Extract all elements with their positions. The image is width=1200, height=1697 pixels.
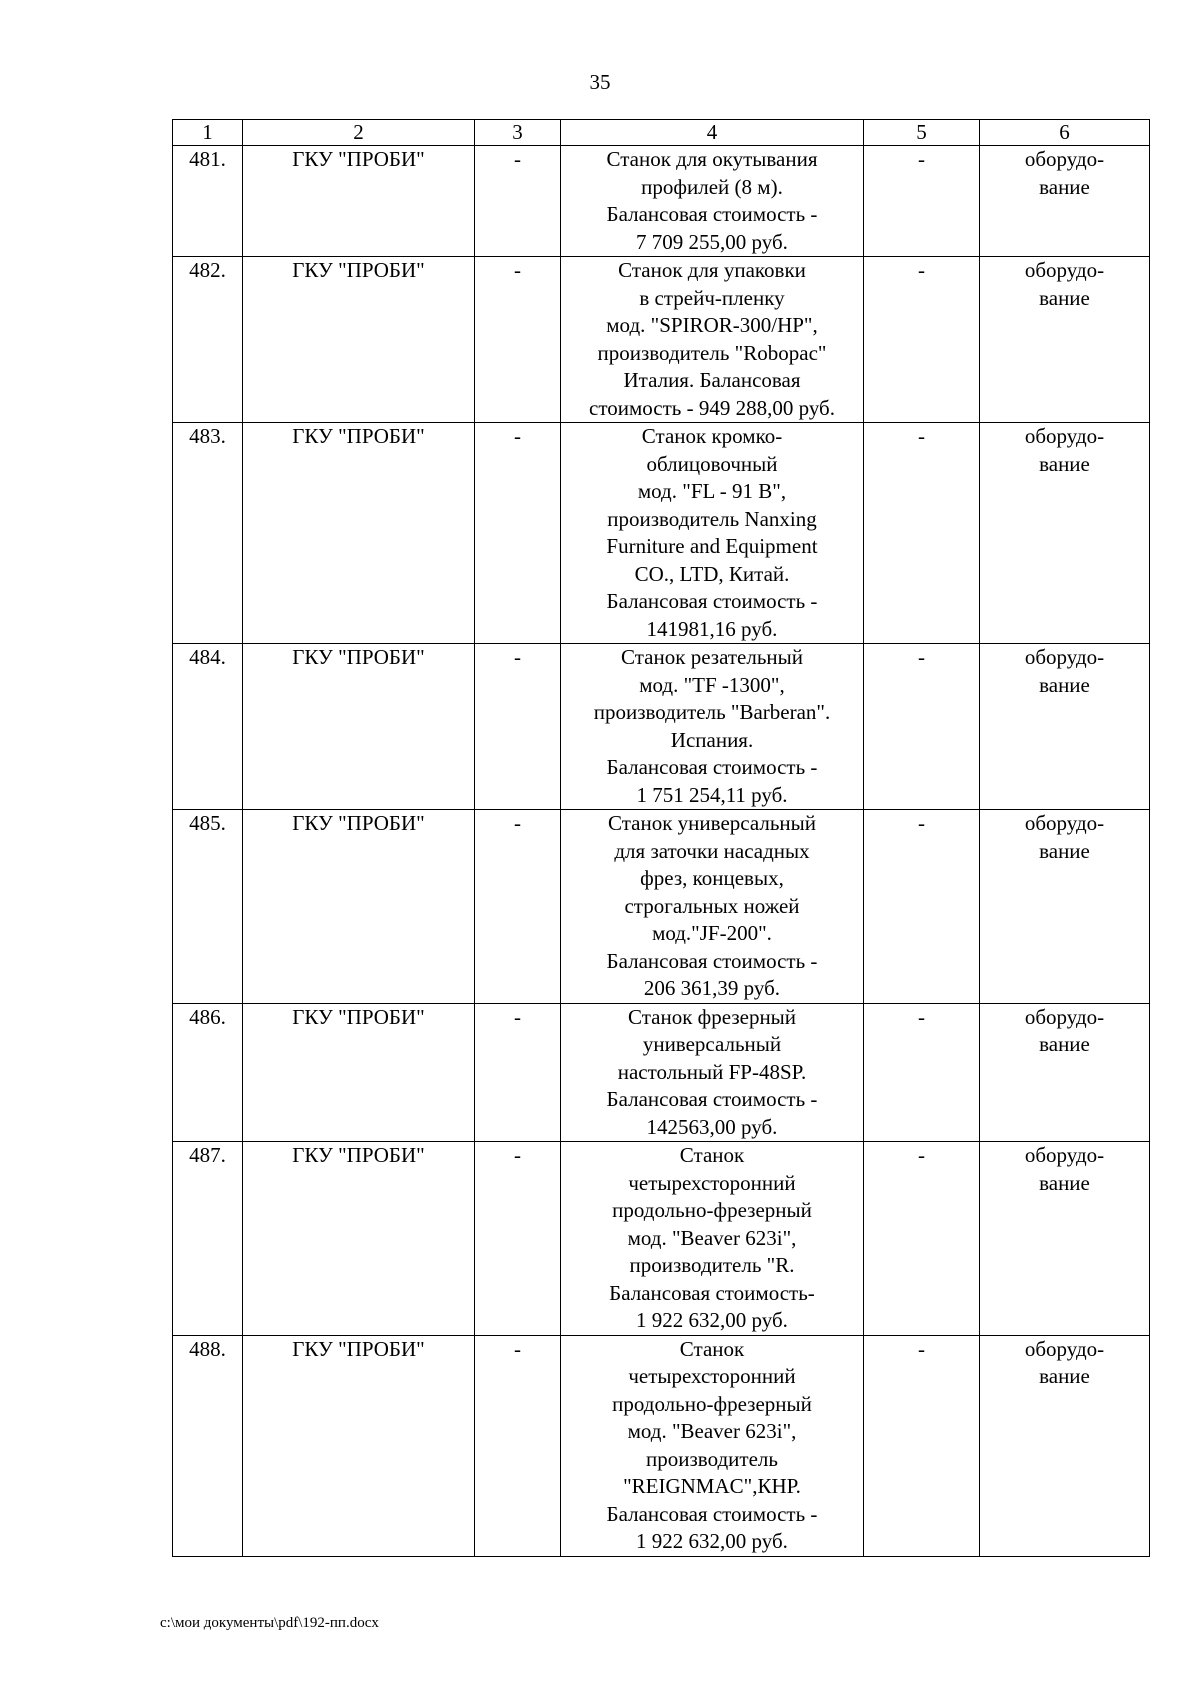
column-header: 5: [864, 120, 980, 146]
cell-col5: -: [864, 1142, 980, 1336]
description-line: мод. "SPIROR-300/HP",: [606, 313, 818, 337]
cell-col3: -: [475, 1003, 561, 1142]
registry-table: [172, 119, 1150, 1557]
cell-col3: -: [475, 644, 561, 810]
row-number: 486.: [173, 1003, 243, 1142]
footer-file-path: c:\мои документы\pdf\192-пп.docx: [160, 1615, 379, 1631]
kind-line: вание: [1039, 1032, 1090, 1056]
description-line: производитель "Barberan".: [593, 700, 831, 724]
kind-line: оборудо-: [1024, 811, 1105, 835]
description-line: Балансовая стоимость -: [606, 202, 818, 226]
property-kind: [980, 423, 1150, 644]
kind-line: вание: [1039, 838, 1090, 863]
property-kind: [980, 1335, 1150, 1556]
description-line: производитель "R.: [629, 1253, 795, 1277]
description-line: производитель "Robopac": [597, 340, 827, 365]
description-line: 141981,16 руб.: [646, 616, 778, 641]
cell-col5: -: [864, 146, 980, 257]
property-kind: [980, 1142, 1150, 1336]
description-line: Италия. Балансовая: [623, 368, 801, 392]
description-line: Станок для окутывания: [606, 147, 818, 171]
description-line: четырехсторонний: [628, 1364, 796, 1388]
description-line: профилей (8 м).: [641, 174, 783, 199]
property-description: [561, 810, 864, 1004]
kind-line: оборудо-: [1024, 645, 1105, 669]
column-header: 4: [561, 120, 864, 146]
description-line: 1 751 254,11 руб.: [636, 782, 788, 807]
description-line: Станок универсальный: [608, 811, 816, 835]
cell-col3: -: [475, 423, 561, 644]
row-number: 487.: [173, 1142, 243, 1336]
holder-name: ГКУ "ПРОБИ": [243, 1142, 475, 1336]
holder-name: ГКУ "ПРОБИ": [243, 1003, 475, 1142]
description-line: 1 922 632,00 руб.: [636, 1308, 788, 1332]
kind-line: оборудо-: [1024, 1336, 1105, 1361]
kind-line: вание: [1039, 451, 1090, 476]
kind-line: вание: [1039, 672, 1090, 697]
column-header: 2: [243, 120, 475, 146]
kind-line: оборудо-: [1024, 1004, 1105, 1029]
table-row: [173, 644, 1150, 810]
kind-line: оборудо-: [1024, 424, 1105, 448]
description-line: стоимость - 949 288,00 руб.: [589, 395, 835, 420]
cell-col5: -: [864, 1335, 980, 1556]
kind-line: вание: [1039, 285, 1090, 310]
holder-name: ГКУ "ПРОБИ": [243, 810, 475, 1004]
description-line: мод. "Beaver 623i",: [627, 1225, 797, 1250]
property-description: [561, 1142, 864, 1336]
property-kind: [980, 1003, 1150, 1142]
description-line: Furniture and Equipment: [606, 534, 818, 558]
property-kind: [980, 810, 1150, 1004]
description-line: 1 922 632,00 руб.: [636, 1529, 788, 1553]
kind-line: вание: [1039, 1170, 1090, 1195]
description-line: Станок: [679, 1143, 745, 1167]
kind-line: вание: [1039, 1364, 1090, 1388]
row-number: 488.: [173, 1335, 243, 1556]
description-line: четырехсторонний: [628, 1170, 796, 1195]
cell-col5: -: [864, 810, 980, 1004]
table-row: [173, 810, 1150, 1004]
description-line: производитель: [646, 1446, 778, 1471]
description-line: Станок кромко-: [641, 424, 783, 448]
cell-col3: -: [475, 146, 561, 257]
cell-col3: -: [475, 257, 561, 423]
kind-line: вание: [1039, 174, 1090, 199]
description-line: Станок: [679, 1336, 745, 1361]
cell-col3: -: [475, 1335, 561, 1556]
description-line: Станок фрезерный: [627, 1004, 797, 1029]
row-number: 484.: [173, 644, 243, 810]
description-line: производитель Nanxing: [607, 506, 817, 531]
cell-col3: -: [475, 810, 561, 1004]
description-line: 206 361,39 руб.: [643, 976, 781, 1000]
description-line: мод. "TF -1300",: [639, 672, 785, 697]
column-header: 6: [980, 120, 1150, 146]
table-row: [173, 1142, 1150, 1336]
kind-line: оборудо-: [1024, 258, 1105, 282]
table-row: [173, 1335, 1150, 1556]
description-line: "REIGNMAC",КНР.: [623, 1474, 801, 1498]
description-line: продольно-фрезерный: [612, 1391, 812, 1416]
description-line: строгальных ножей: [624, 893, 800, 918]
description-line: Балансовая стоимость -: [606, 948, 818, 973]
description-line: фрез, концевых,: [640, 866, 784, 890]
property-description: [561, 644, 864, 810]
description-line: Балансовая стоимость -: [606, 755, 818, 779]
description-line: мод. "Beaver 623i",: [627, 1419, 797, 1443]
row-number: 481.: [173, 146, 243, 257]
description-line: настольный FP-48SP.: [617, 1059, 807, 1084]
holder-name: ГКУ "ПРОБИ": [243, 644, 475, 810]
property-description: [561, 257, 864, 423]
property-kind: [980, 644, 1150, 810]
row-number: 482.: [173, 257, 243, 423]
property-description: [561, 1003, 864, 1142]
description-line: 142563,00 руб.: [646, 1114, 778, 1139]
row-number: 483.: [173, 423, 243, 644]
table-row: [173, 423, 1150, 644]
holder-name: ГКУ "ПРОБИ": [243, 423, 475, 644]
table-row: [173, 257, 1150, 423]
table-body: [173, 146, 1150, 1557]
description-line: продольно-фрезерный: [612, 1198, 812, 1222]
kind-line: оборудо-: [1024, 1143, 1105, 1167]
description-line: CO., LTD, Китай.: [634, 561, 790, 586]
page-number: 35: [589, 70, 611, 94]
holder-name: ГКУ "ПРОБИ": [243, 146, 475, 257]
description-line: Станок резательный: [621, 645, 803, 669]
holder-name: ГКУ "ПРОБИ": [243, 1335, 475, 1556]
description-line: Балансовая стоимость -: [606, 1501, 818, 1526]
cell-col5: -: [864, 1003, 980, 1142]
holder-name: ГКУ "ПРОБИ": [243, 257, 475, 423]
property-kind: [980, 146, 1150, 257]
row-number: 485.: [173, 810, 243, 1004]
cell-col5: -: [864, 423, 980, 644]
description-line: облицовочный: [646, 451, 778, 476]
kind-line: оборудо-: [1024, 147, 1105, 171]
column-header: 3: [475, 120, 561, 146]
column-header: 1: [173, 120, 243, 146]
description-line: Испания.: [670, 727, 754, 752]
cell-col5: -: [864, 257, 980, 423]
property-description: [561, 1335, 864, 1556]
description-line: Балансовая стоимость -: [606, 1087, 818, 1111]
description-line: для заточки насадных: [614, 838, 810, 863]
description-line: в стрейч-пленку: [639, 285, 785, 310]
description-line: мод. "FL - 91 B",: [637, 479, 787, 503]
description-line: Станок для упаковки: [618, 258, 806, 282]
description-line: 7 709 255,00 руб.: [636, 229, 788, 254]
table-row: [173, 146, 1150, 257]
property-description: [561, 423, 864, 644]
cell-col5: -: [864, 644, 980, 810]
property-description: [561, 146, 864, 257]
cell-col3: -: [475, 1142, 561, 1336]
description-line: Балансовая стоимость-: [609, 1280, 815, 1305]
description-line: универсальный: [642, 1032, 782, 1056]
header-row: [173, 120, 1150, 146]
description-line: мод."JF-200".: [652, 921, 772, 945]
property-kind: [980, 257, 1150, 423]
description-line: Балансовая стоимость -: [606, 589, 818, 613]
table-row: [173, 1003, 1150, 1142]
